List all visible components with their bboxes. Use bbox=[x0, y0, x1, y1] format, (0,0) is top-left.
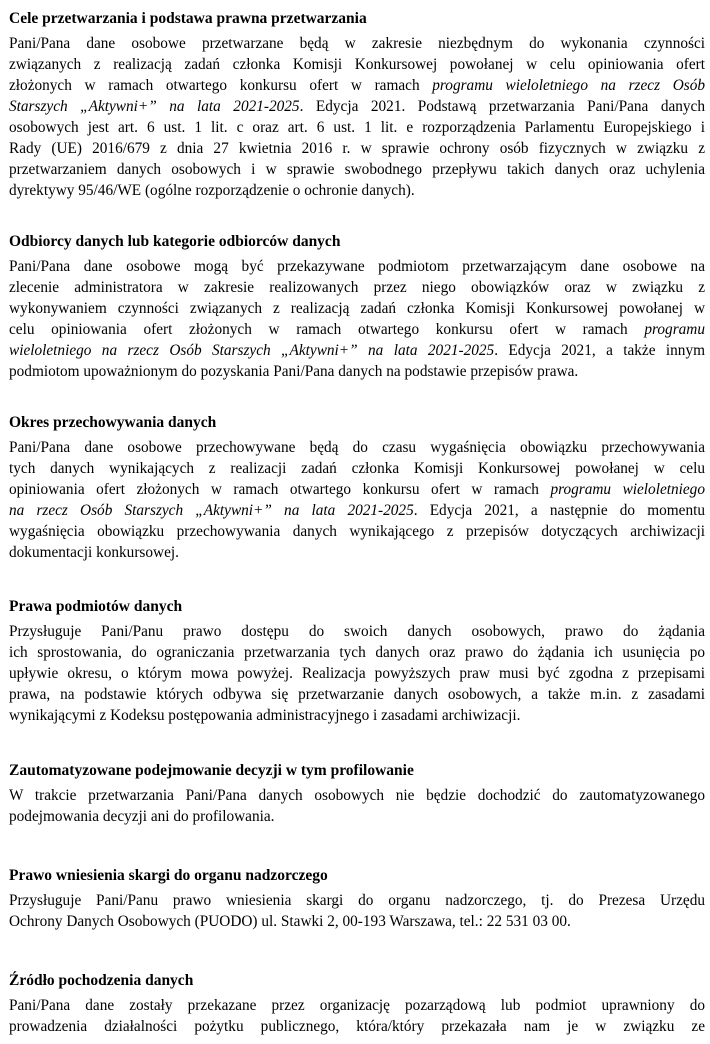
paragraph-line bbox=[9, 138, 705, 159]
italic-run: na rzecz Osób Starszych „Aktywni+” na lata 2021-2025 bbox=[9, 502, 414, 519]
italic-run: programu bbox=[644, 321, 705, 338]
section-paragraph bbox=[9, 256, 705, 382]
paragraph-line bbox=[9, 542, 705, 563]
text-run: prowadzenia działalności pożytku publicznego, która/który przekazała nam je w związku ze bbox=[9, 1018, 705, 1035]
paragraph-line bbox=[9, 159, 705, 180]
section-paragraph bbox=[9, 890, 705, 932]
paragraph-line bbox=[9, 33, 705, 54]
paragraph-line bbox=[9, 96, 705, 117]
text-run: związanych z realizacją zadań członka Komisji Konkursowej powołanej w celu opiniowania ofert bbox=[9, 56, 705, 73]
text-run: Pani/Pana dane zostały przekazane przez organizację pozarządową lub podmiot uprawniony do bbox=[9, 997, 705, 1014]
text-run: Pani/Pana dane osobowe przechowywane będą do czasu wygaśnięcia obowiązku przechowywania bbox=[9, 439, 705, 456]
paragraph-line bbox=[9, 890, 705, 911]
paragraph-line bbox=[9, 437, 705, 458]
text-run: podejmowania decyzji ani do profilowania. bbox=[9, 808, 275, 825]
paragraph-line bbox=[9, 785, 705, 806]
paragraph-line bbox=[9, 340, 705, 361]
section-heading: Odbiorcy danych lub kategorie odbiorców danych bbox=[9, 233, 341, 250]
text-run: . Edycja 2021, a następnie do momentu bbox=[413, 502, 706, 519]
paragraph-line bbox=[9, 117, 705, 138]
text-run: przetwarzaniem danych osobowych i w sprawie swobodnego przepływu takich danych oraz uchylenia bbox=[9, 161, 705, 178]
text-run: upływie okresu, o którym mowa powyżej. Realizacja powyższych praw musi być zgodna z przepisami bbox=[9, 665, 705, 682]
text-run: . Edycja 2021, a także innym bbox=[494, 342, 705, 359]
paragraph-line bbox=[9, 911, 705, 932]
italic-run: Starszych „Aktywni+” na lata 2021-2025 bbox=[9, 98, 300, 115]
text-run: wynikającymi z Kodeksu postępowania administracyjnego i zasadami archiwizacji. bbox=[9, 707, 521, 724]
paragraph-line bbox=[9, 995, 705, 1016]
paragraph-line bbox=[9, 806, 705, 827]
paragraph-line bbox=[9, 54, 705, 75]
text-run: zlecenie administratora w zakresie realizowanych przez niego obowiązków oraz w związku z bbox=[9, 279, 705, 296]
text-run: Przysługuje Pani/Panu prawo dostępu do swoich danych osobowych, prawo do żądania bbox=[9, 623, 705, 640]
text-run: Pani/Pana dane osobowe przetwarzane będą w zakresie niezbędnym do wykonania czynności bbox=[9, 35, 705, 52]
italic-run: programu wieloletniego na rzecz Osób bbox=[432, 77, 705, 94]
paragraph-line bbox=[9, 277, 705, 298]
text-run: osobowych jest art. 6 ust. 1 lit. c oraz art. 6 ust. 1 lit. e rozporządzenia Parlamentu Europejskiego i bbox=[9, 119, 705, 136]
section-paragraph bbox=[9, 995, 705, 1037]
paragraph-line bbox=[9, 705, 705, 726]
paragraph-line bbox=[9, 684, 705, 705]
section-paragraph bbox=[9, 785, 705, 827]
paragraph-line bbox=[9, 642, 705, 663]
section-recipients bbox=[9, 231, 705, 382]
paragraph-line bbox=[9, 361, 705, 382]
section-heading: Źródło pochodzenia danych bbox=[9, 972, 194, 989]
section-heading: Prawa podmiotów danych bbox=[9, 598, 183, 615]
section-retention bbox=[9, 412, 705, 563]
text-run: celu opiniowania ofert złożonych w ramach otwartego konkursu ofert w ramach bbox=[9, 321, 645, 338]
italic-run: wieloletniego na rzecz Osób Starszych „Aktywni+” na lata 2021-2025 bbox=[9, 342, 495, 359]
text-run: . Edycja 2021. Podstawą przetwarzania Pani/Pana danych bbox=[299, 98, 705, 115]
paragraph-line bbox=[9, 663, 705, 684]
section-automated-decisions bbox=[9, 760, 705, 827]
paragraph-line bbox=[9, 298, 705, 319]
section-purposes bbox=[9, 8, 705, 201]
section-heading: Okres przechowywania danych bbox=[9, 414, 217, 431]
text-run: Przysługuje Pani/Panu prawo wniesienia skargi do organu nadzorczego, tj. do Prezesa Urzędu bbox=[9, 892, 705, 909]
section-heading: Cele przetwarzania i podstawa prawna przetwarzania bbox=[9, 10, 367, 27]
section-complaint bbox=[9, 865, 705, 932]
paragraph-line bbox=[9, 521, 705, 542]
text-run: wykonywaniem czynności związanych z realizacją zadań członka Komisji Konkursowej powołanej w bbox=[9, 300, 705, 317]
text-run: złożonych w ramach otwartego konkursu ofert w ramach bbox=[9, 77, 433, 94]
paragraph-line bbox=[9, 319, 705, 340]
text-run: W trakcie przetwarzania Pani/Pana danych osobowych nie będzie dochodzić do zautomatyzowanego bbox=[9, 787, 705, 804]
text-run: opiniowania ofert złożonych w ramach otwartego konkursu ofert w ramach bbox=[9, 481, 551, 498]
section-paragraph bbox=[9, 621, 705, 726]
text-run: tych danych wynikających z realizacji zadań członka Komisji Konkursowej powołanej w celu bbox=[9, 460, 705, 477]
text-run: dyrektywy 95/46/WE (ogólne rozporządzenie o ochronie danych). bbox=[9, 182, 415, 199]
paragraph-line bbox=[9, 621, 705, 642]
text-run: podmiotom upoważnionym do pozyskania Pani/Pana danych na podstawie przepisów prawa. bbox=[9, 363, 579, 380]
section-data-source bbox=[9, 970, 705, 1037]
paragraph-line bbox=[9, 1016, 705, 1037]
text-run: prawa, na podstawie których odbywa się przetwarzanie danych osobowych, a także m.in. z zasadami bbox=[9, 686, 705, 703]
paragraph-line bbox=[9, 75, 705, 96]
italic-run: programu wieloletniego bbox=[550, 481, 705, 498]
paragraph-line bbox=[9, 180, 705, 201]
text-run: ich sprostowania, do ograniczania przetwarzania tych danych oraz prawo do żądania ich usunięcia po bbox=[9, 644, 705, 661]
text-run: Rady (UE) 2016/679 z dnia 27 kwietnia 2016 r. w sprawie ochrony osób fizycznych w związku z bbox=[9, 140, 705, 157]
text-run: Pani/Pana dane osobowe mogą być przekazywane podmiotom przetwarzającym dane osobowe na bbox=[9, 258, 705, 275]
section-heading: Prawo wniesienia skargi do organu nadzorczego bbox=[9, 867, 328, 884]
paragraph-line bbox=[9, 256, 705, 277]
paragraph-line bbox=[9, 479, 705, 500]
section-paragraph bbox=[9, 33, 705, 201]
text-run: wygaśnięcia obowiązku przechowywania danych wynikającego z przepisów dotyczących archiwizacji bbox=[9, 523, 705, 540]
section-rights bbox=[9, 596, 705, 726]
text-run: Ochrony Danych Osobowych (PUODO) ul. Stawki 2, 00-193 Warszawa, tel.: 22 531 03 00. bbox=[9, 913, 571, 930]
paragraph-line bbox=[9, 500, 705, 521]
text-run: dokumentacji konkursowej. bbox=[9, 544, 179, 561]
paragraph-line bbox=[9, 458, 705, 479]
section-paragraph bbox=[9, 437, 705, 563]
section-heading: Zautomatyzowane podejmowanie decyzji w tym profilowanie bbox=[9, 762, 414, 779]
